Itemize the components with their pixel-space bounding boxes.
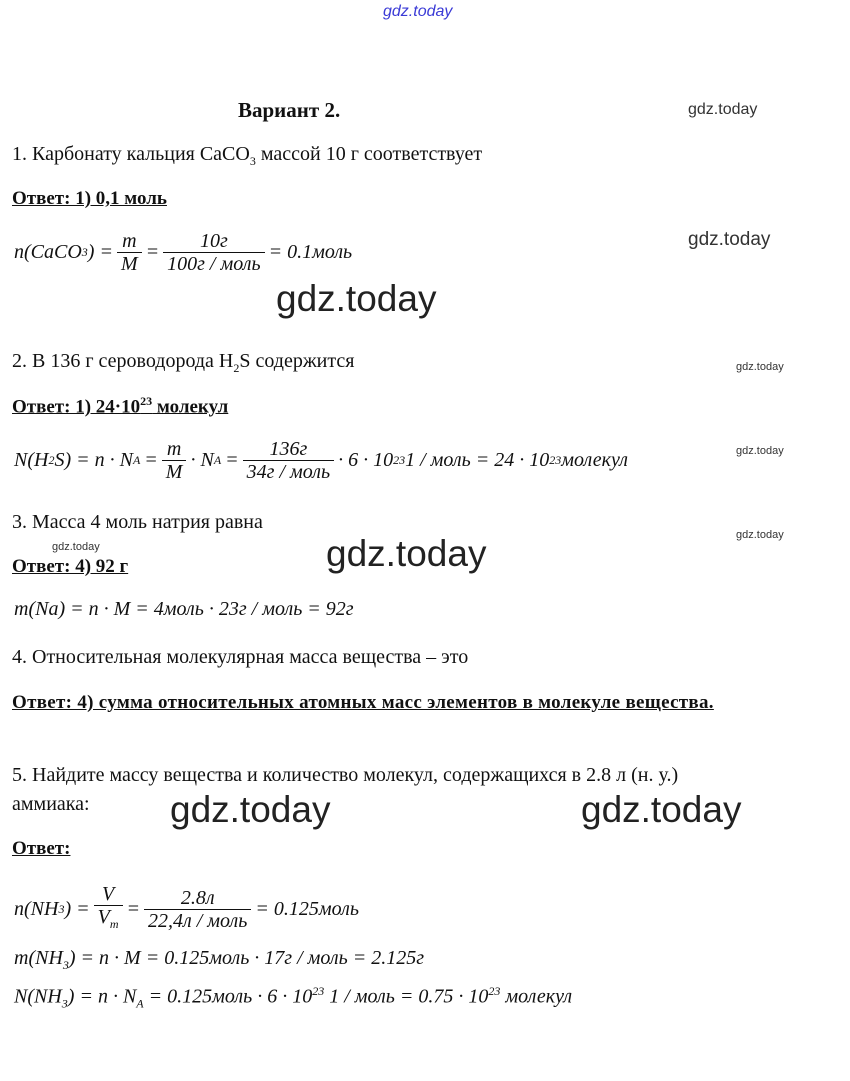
equation-3: m(Na) = n · M = 4моль · 23г / моль = 92г (14, 598, 354, 620)
question-3: 3. Масса 4 моль натрия равна (12, 511, 263, 533)
watermark-large: gdz.today (276, 278, 437, 319)
watermark: gdz.today (688, 229, 771, 250)
question-5-line-2: аммиака: (12, 793, 90, 815)
question-2: 2. В 136 г сероводорода $H_2S$ содержится (12, 350, 355, 375)
fraction: $\frac{136г}{\text{34г / моль}}$ (243, 438, 334, 483)
answer-2: Ответ: 1) $24\cdot 10^{23}$ молекул (12, 394, 229, 418)
equation-5a: n(NH 3 ) = $\frac{V}{V_m}$ = $\frac{2.8л}{\text{22,4л / моль}}$ = 0.125моль (14, 883, 359, 935)
watermark: gdz.today (736, 445, 784, 457)
fraction: $\frac{m}{M}$ (162, 438, 187, 483)
fraction: $\frac{10г}{\text{100г / моль}}$ (163, 230, 264, 275)
watermark: gdz.today (736, 529, 784, 541)
watermark-large: gdz.today (170, 789, 331, 830)
watermark-large: gdz.today (326, 533, 487, 574)
watermark-large: gdz.today (581, 789, 742, 830)
answer-4: Ответ: 4) сумма относительных атомных масс элементов в молекуле вещества. (12, 692, 714, 713)
equation-5c: $N(NH_3) = n \cdot N_A$ = 0.125моль · $6 \cdot 10^{23}$ 1 / моль = $0.75 \cdot 10^{23}$ молекул (14, 984, 573, 1011)
answer-3: Ответ: 4) 92 г (12, 556, 129, 577)
fraction: $\frac{V}{V_m}$ (94, 883, 123, 935)
watermark: gdz.today (52, 541, 100, 553)
page-title: Вариант 2. (238, 98, 341, 122)
question-1: 1. Карбонату кальция CaCO$_3$ массой 10 г соответствует (12, 143, 483, 168)
question-5-line-1: 5. Найдите массу вещества и количество молекул, содержащихся в 2.8 л (н. у.) (12, 764, 679, 786)
watermark: gdz.today (688, 101, 758, 118)
watermark-top: gdz.today (383, 3, 453, 20)
fraction: $\frac{m}{M}$ (117, 230, 142, 275)
question-4: 4. Относительная молекулярная масса вещества – это (12, 646, 469, 668)
answer-1: Ответ: 1) 0,1 моль (12, 188, 167, 209)
fraction: $\frac{2.8л}{\text{22,4л / моль}}$ (144, 887, 251, 932)
answer-5: Ответ: (12, 838, 71, 859)
equation-2: N(H 2 S) = n · N A = $\frac{m}{M}$ · N A = $\frac{136г}{\text{34г / моль}}$ · 6 · 10 23 1 / моль = 24 · 10 23 молекул (14, 438, 629, 483)
watermark: gdz.today (736, 361, 784, 373)
equation-1: n(CaCO 3 ) = $\frac{m}{M}$ = $\frac{10г}{\text{100г / моль}}$ = 0.1моль (14, 230, 353, 275)
equation-5b: $m(NH_3) = n \cdot M$ = 0.125моль · 17г / моль = 2.125г (14, 947, 425, 972)
